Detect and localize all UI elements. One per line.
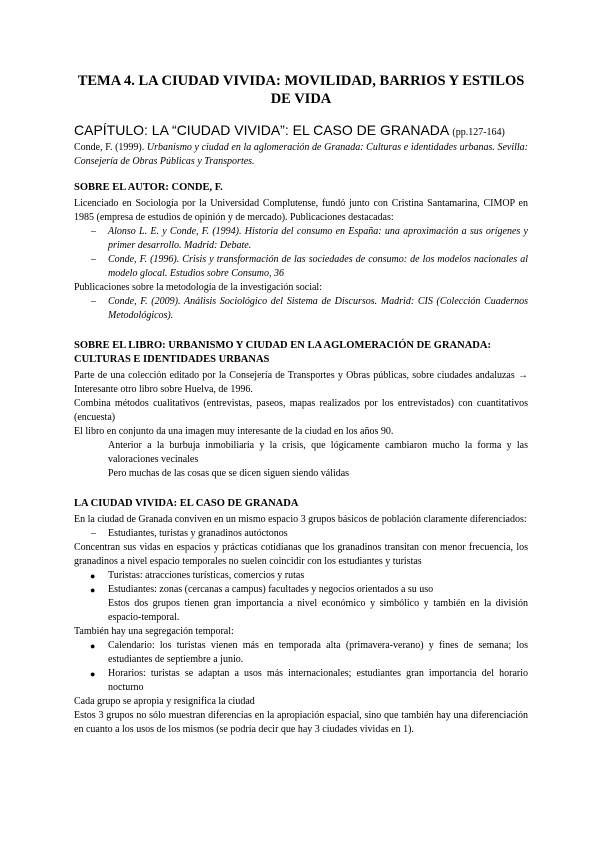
list-item-text: Turistas: atracciones turísticas, comercios y rutas — [108, 570, 305, 581]
city-paragraph-4: Cada grupo se apropia y resignifica la ciudad — [74, 696, 255, 707]
chapter-heading — [74, 122, 528, 141]
citation — [74, 141, 528, 169]
dash-icon: – — [91, 296, 96, 307]
citation-work: Urbanismo y ciudad en la aglomeración de Granada: Culturas e identidades urbanas. Sevilla: Consejería de Obras Públicas y Transportes. — [74, 142, 529, 167]
city-paragraph-1: En la ciudad de Granada conviven en un mismo espacio 3 grupos básicos de población claramente diferenciados: — [74, 514, 527, 525]
city-paragraph-3: También hay una segregación temporal: — [74, 626, 234, 637]
city-paragraph-2: Concentran sus vidas en espacios y prácticas cotidianas que los granadinos transitan con menor frecuencia, los granadinos a nivel espacio temporales no suelen coincidir con los estudiantes y turistas — [74, 542, 528, 567]
list-item-text: Alonso L. E. y Conde, F. (1994). Historia del consumo en España: una aproximación a sus orígenes y primer desarrollo. Madrid: Debate. — [108, 226, 528, 251]
list-item-text: Conde, F. (1996). Crisis y transformación de las sociedades de consumo: de los modelos nacionales al modelo glocal. Estudios sobre Consumo, 36 — [108, 254, 528, 279]
chapter-pages: (pp.127-164) — [452, 127, 505, 138]
bullet-icon: ● — [90, 585, 96, 595]
page-content — [74, 72, 528, 737]
methodology-list — [74, 295, 528, 323]
list-item — [74, 667, 528, 695]
book-paragraph-3: El libro en conjunto da una imagen muy interesante de la ciudad en los años 90. — [74, 426, 394, 437]
list-item — [74, 639, 528, 667]
groups-list — [74, 527, 528, 541]
list-item — [74, 295, 528, 323]
bullet-icon: ● — [90, 571, 96, 581]
spacer — [74, 323, 528, 331]
dash-icon: – — [91, 528, 96, 539]
list-item — [74, 569, 528, 583]
author-intro: Licenciado en Sociología por la Universidad Complutense, fundó junto con Cristina Santamarina, CIMOP en 1985 (empresa de estudios de opinión y de mercado). Publicaciones destacadas: — [74, 198, 528, 223]
methodology-intro: Publicaciones sobre la metodología de la investigación social: — [74, 282, 322, 293]
citation-author: Conde, F. (1999). — [74, 142, 145, 153]
list-item-text: Horarios: turistas se adaptan a usos más internacionales; estudiantes gran importancia del horario nocturno — [108, 668, 528, 693]
author-section-heading: SOBRE EL AUTOR: CONDE, F. — [74, 182, 223, 193]
dash-icon: – — [91, 254, 96, 265]
chapter-title: CAPÍTULO: LA “CIUDAD VIVIDA”: EL CASO DE GRANADA — [74, 122, 449, 138]
city-paragraph-5: Estos 3 grupos no sólo muestran diferencias en la apropiación espacial, sino que también hay una diferenciación en cuanto a los usos de los mismos (se podría decir que hay 3 ciudades vividas en 1). — [74, 710, 528, 735]
list-item — [74, 583, 528, 597]
book-section-heading: SOBRE EL LIBRO: URBANISMO Y CIUDAD EN LA AGLOMERACIÓN DE GRANADA: CULTURAS E IDENTIDADES URBANAS — [74, 340, 491, 365]
dash-icon: – — [91, 226, 96, 237]
book-paragraph-1: Parte de una colección editado por la Consejería de Transportes y Obras públicas, sobre ciudades andaluzas → Interesante otro libro sobre Huelva, de 1996. — [74, 370, 528, 395]
bullet-icon: ● — [90, 641, 96, 651]
city-indent-1: Estos dos grupos tienen gran importancia a nivel económico y simbólico y también en la división espacio-temporal. — [108, 598, 528, 623]
spaces-list — [74, 569, 528, 597]
author-publications-list — [74, 225, 528, 281]
list-item-text: Conde, F. (2009). Análisis Sociológico del Sistema de Discursos. Madrid: CIS (Colección Cuadernos Metodológicos). — [108, 296, 528, 321]
list-item-text: Estudiantes, turistas y granadinos autóctonos — [108, 528, 288, 539]
book-indent-2: Pero muchas de las cosas que se dicen siguen siendo válidas — [108, 468, 350, 479]
list-item — [74, 225, 528, 253]
list-item-text: Estudiantes: zonas (cercanas a campus) facultades y negocios orientados a su uso — [108, 584, 434, 595]
list-item — [74, 253, 528, 281]
list-item — [74, 527, 528, 541]
book-indent-1: Anterior a la burbuja inmobiliaria y la crisis, que lógicamente cambiaron mucho la forma y las valoraciones vecinales — [108, 440, 528, 465]
page-title: TEMA 4. LA CIUDAD VIVIDA: MOVILIDAD, BARRIOS Y ESTILOS DE VIDA — [77, 73, 525, 107]
temporal-list — [74, 639, 528, 695]
spacer — [74, 481, 528, 489]
city-section-heading: LA CIUDAD VIVIDA: EL CASO DE GRANADA — [74, 498, 299, 509]
bullet-icon: ● — [90, 669, 96, 679]
list-item-text: Calendario: los turistas vienen más en temporada alta (primavera-verano) y fines de semana; los estudiantes de septiembre a junio. — [108, 640, 528, 665]
book-paragraph-2: Combina métodos cualitativos (entrevistas, paseos, mapas realizados por los entrevistados) con cuantitativos (encuesta) — [74, 398, 528, 423]
